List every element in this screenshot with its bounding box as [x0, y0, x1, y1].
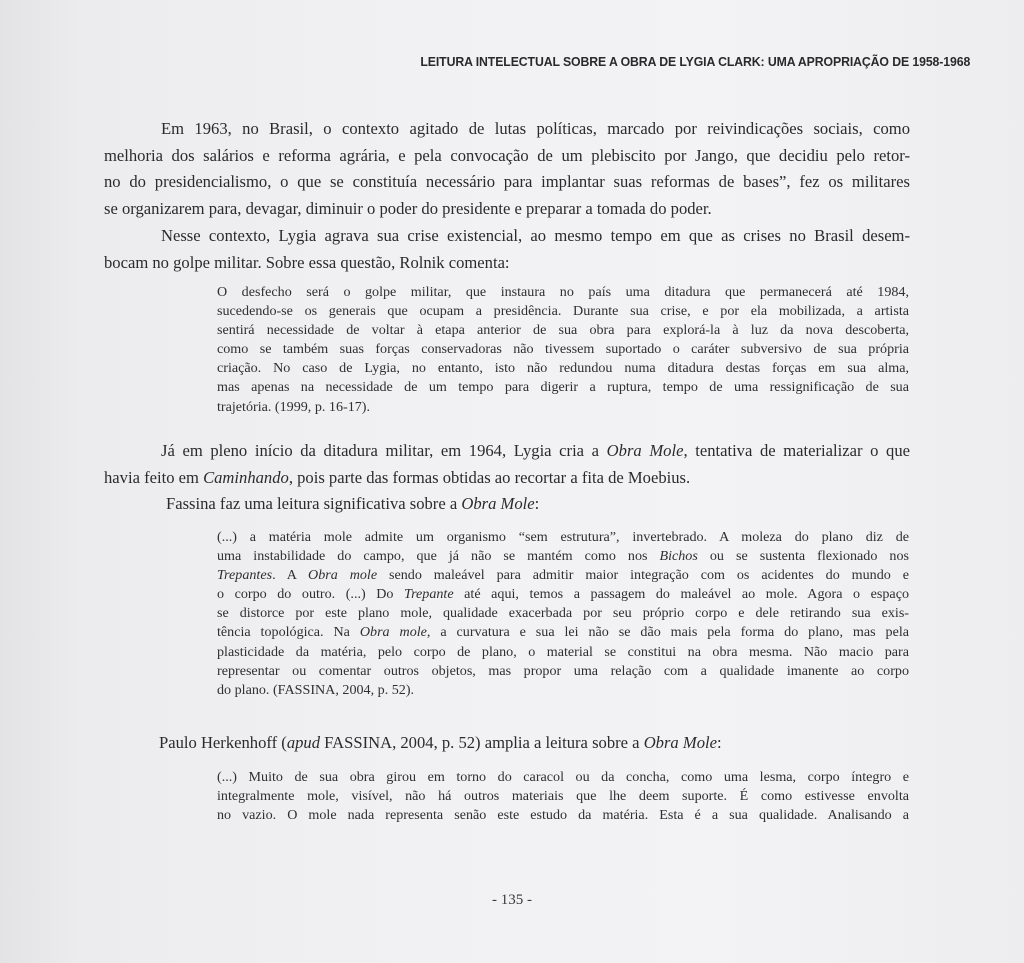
quote-line: como se também suas forças conservadoras não tivessem suportado o caráter subversivo de sua própria — [217, 341, 909, 358]
quote-line: representar ou comentar outros objetos, mas propor uma relação com a qualidade imanente ao corpo — [217, 662, 909, 679]
text-segment: até aqui, temos a passagem do maleável ao mole. Agora o espaço — [453, 586, 909, 603]
text-segment: FASSINA, 2004, p. 52) amplia a leitura sobre a — [320, 733, 644, 752]
text-line: bocam no golpe militar. Sobre essa questão, Rolnik comenta: — [104, 252, 510, 272]
text-line: melhoria dos salários e reforma agrária, e pela convocação de um plebiscito por Jango, que decidiu pelo retor- — [104, 145, 910, 165]
text-segment: o corpo do outro. (...) Do — [217, 586, 405, 603]
artwork-title: Trepantes — [217, 567, 273, 584]
artwork-title: Obra Mole — [643, 733, 717, 752]
quote-line: mas apenas na necessidade de um tempo para digerir a ruptura, tempo de uma ressignificação de sua — [217, 379, 909, 396]
block-quote-herkenhoff — [217, 768, 909, 825]
text-segment: Paulo Herkenhoff ( — [159, 733, 287, 752]
text-segment: , tentativa de materializar o que — [683, 441, 910, 460]
text-line — [104, 438, 910, 465]
quote-line: (...) a matéria mole admite um organismo “sem estrutura”, invertebrado. A moleza do plano diz de — [217, 529, 909, 545]
running-header: LEITURA INTELECTUAL SOBRE A OBRA DE LYGIA CLARK: UMA APROPRIAÇÃO DE 1958-1968 — [420, 54, 970, 69]
paragraph-3 — [104, 438, 910, 491]
artwork-title: Obra Mole — [606, 441, 684, 460]
text-segment: uma instabilidade do campo, que já não se mantém como nos — [217, 548, 660, 565]
page-number: - 135 - — [492, 892, 532, 908]
quote-line — [217, 547, 909, 566]
quote-line: criação. No caso de Lygia, no entanto, isto não redundou numa ditadura destas forças em sua alma, — [217, 360, 909, 377]
text-segment: : — [716, 733, 722, 752]
artwork-title: Trepante — [404, 586, 454, 603]
text-segment: , a curvatura e sua lei não se dão mais pela forma do plano, mas pela — [426, 624, 910, 641]
text-segment: : — [534, 494, 540, 513]
quote-line: se distorce por este plano mole, qualidade exacerbada por seu próprio corpo e dele retirando sua exis- — [217, 605, 909, 622]
quote-line: (...) Muito de sua obra girou em torno do caracol ou da concha, como uma lesma, corpo íntegro e — [217, 769, 909, 785]
artwork-title: Obra mole — [359, 624, 427, 641]
quote-line: do plano. (FASSINA, 2004, p. 52). — [217, 681, 415, 698]
quote-line — [217, 623, 909, 642]
text-segment: . A — [272, 567, 309, 584]
text-segment: tência topológica. Na — [217, 624, 360, 641]
paragraph-5 — [104, 730, 910, 757]
quote-line — [217, 585, 909, 604]
quote-line: sentirá necessidade de voltar à etapa anterior de sua obra para explorá-la à luz da nova descoberta, — [217, 322, 909, 339]
text-line: Nesse contexto, Lygia agrava sua crise existencial, ao mesmo tempo em que as crises no Brasil desem- — [161, 226, 910, 245]
artwork-title: Obra mole — [308, 567, 378, 584]
text-segment: sendo maleável para admitir maior integração com os acidentes do mundo e — [377, 567, 909, 584]
quote-line: plasticidade da matéria, pelo corpo de plano, o material se constitui na obra mesma. Não macio para — [217, 643, 909, 660]
quote-line: O desfecho será o golpe militar, que instaura no país uma ditadura que permanecerá até 1984, — [217, 284, 909, 300]
text-line: no do presidencialismo, o que se constituía necessário para implantar suas reformas de bases”, fez os militares — [104, 172, 910, 192]
text-line — [104, 465, 910, 492]
block-quote-fassina — [217, 528, 909, 700]
quote-line: no vazio. O mole nada representa senão este estudo da matéria. Esta é a sua qualidade. Analisando a — [217, 807, 909, 824]
text-line — [104, 491, 910, 518]
text-segment: Já em pleno início da ditadura militar, em 1964, Lygia cria a — [161, 441, 607, 460]
paragraph-1 — [104, 116, 910, 223]
text-segment: , pois parte das formas obtidas ao recortar a fita de Moebius. — [288, 467, 691, 487]
latin-term: apud — [286, 733, 320, 752]
text-segment: ou se sustenta flexionado nos — [697, 548, 909, 565]
text-segment: Fassina faz uma leitura significativa sobre a — [166, 494, 462, 513]
quote-line: integralmente mole, visível, não há outros materiais que lhe deem suporte. É como estivesse envolta — [217, 788, 909, 805]
artwork-title: Caminhando — [203, 467, 289, 487]
artwork-title: Bichos — [659, 548, 698, 565]
text-segment: havia feito em — [104, 467, 204, 487]
text-line: se organizarem para, devagar, diminuir o poder do presidente e preparar a tomada do poder. — [104, 199, 712, 219]
text-line — [104, 730, 910, 757]
artwork-title: Obra Mole — [461, 494, 535, 513]
text-line: Em 1963, no Brasil, o contexto agitado de lutas políticas, marcado por reivindicações sociais, como — [161, 119, 910, 138]
paragraph-2 — [104, 223, 910, 276]
quote-line: trajetória. (1999, p. 16-17). — [217, 398, 371, 415]
block-quote-rolnik — [217, 283, 909, 417]
paragraph-4 — [104, 491, 910, 518]
quote-line: sucedendo-se os generais que ocupam a presidência. Durante sua crise, e por ela mobilizada, a artista — [217, 303, 909, 320]
quote-line — [217, 566, 909, 585]
